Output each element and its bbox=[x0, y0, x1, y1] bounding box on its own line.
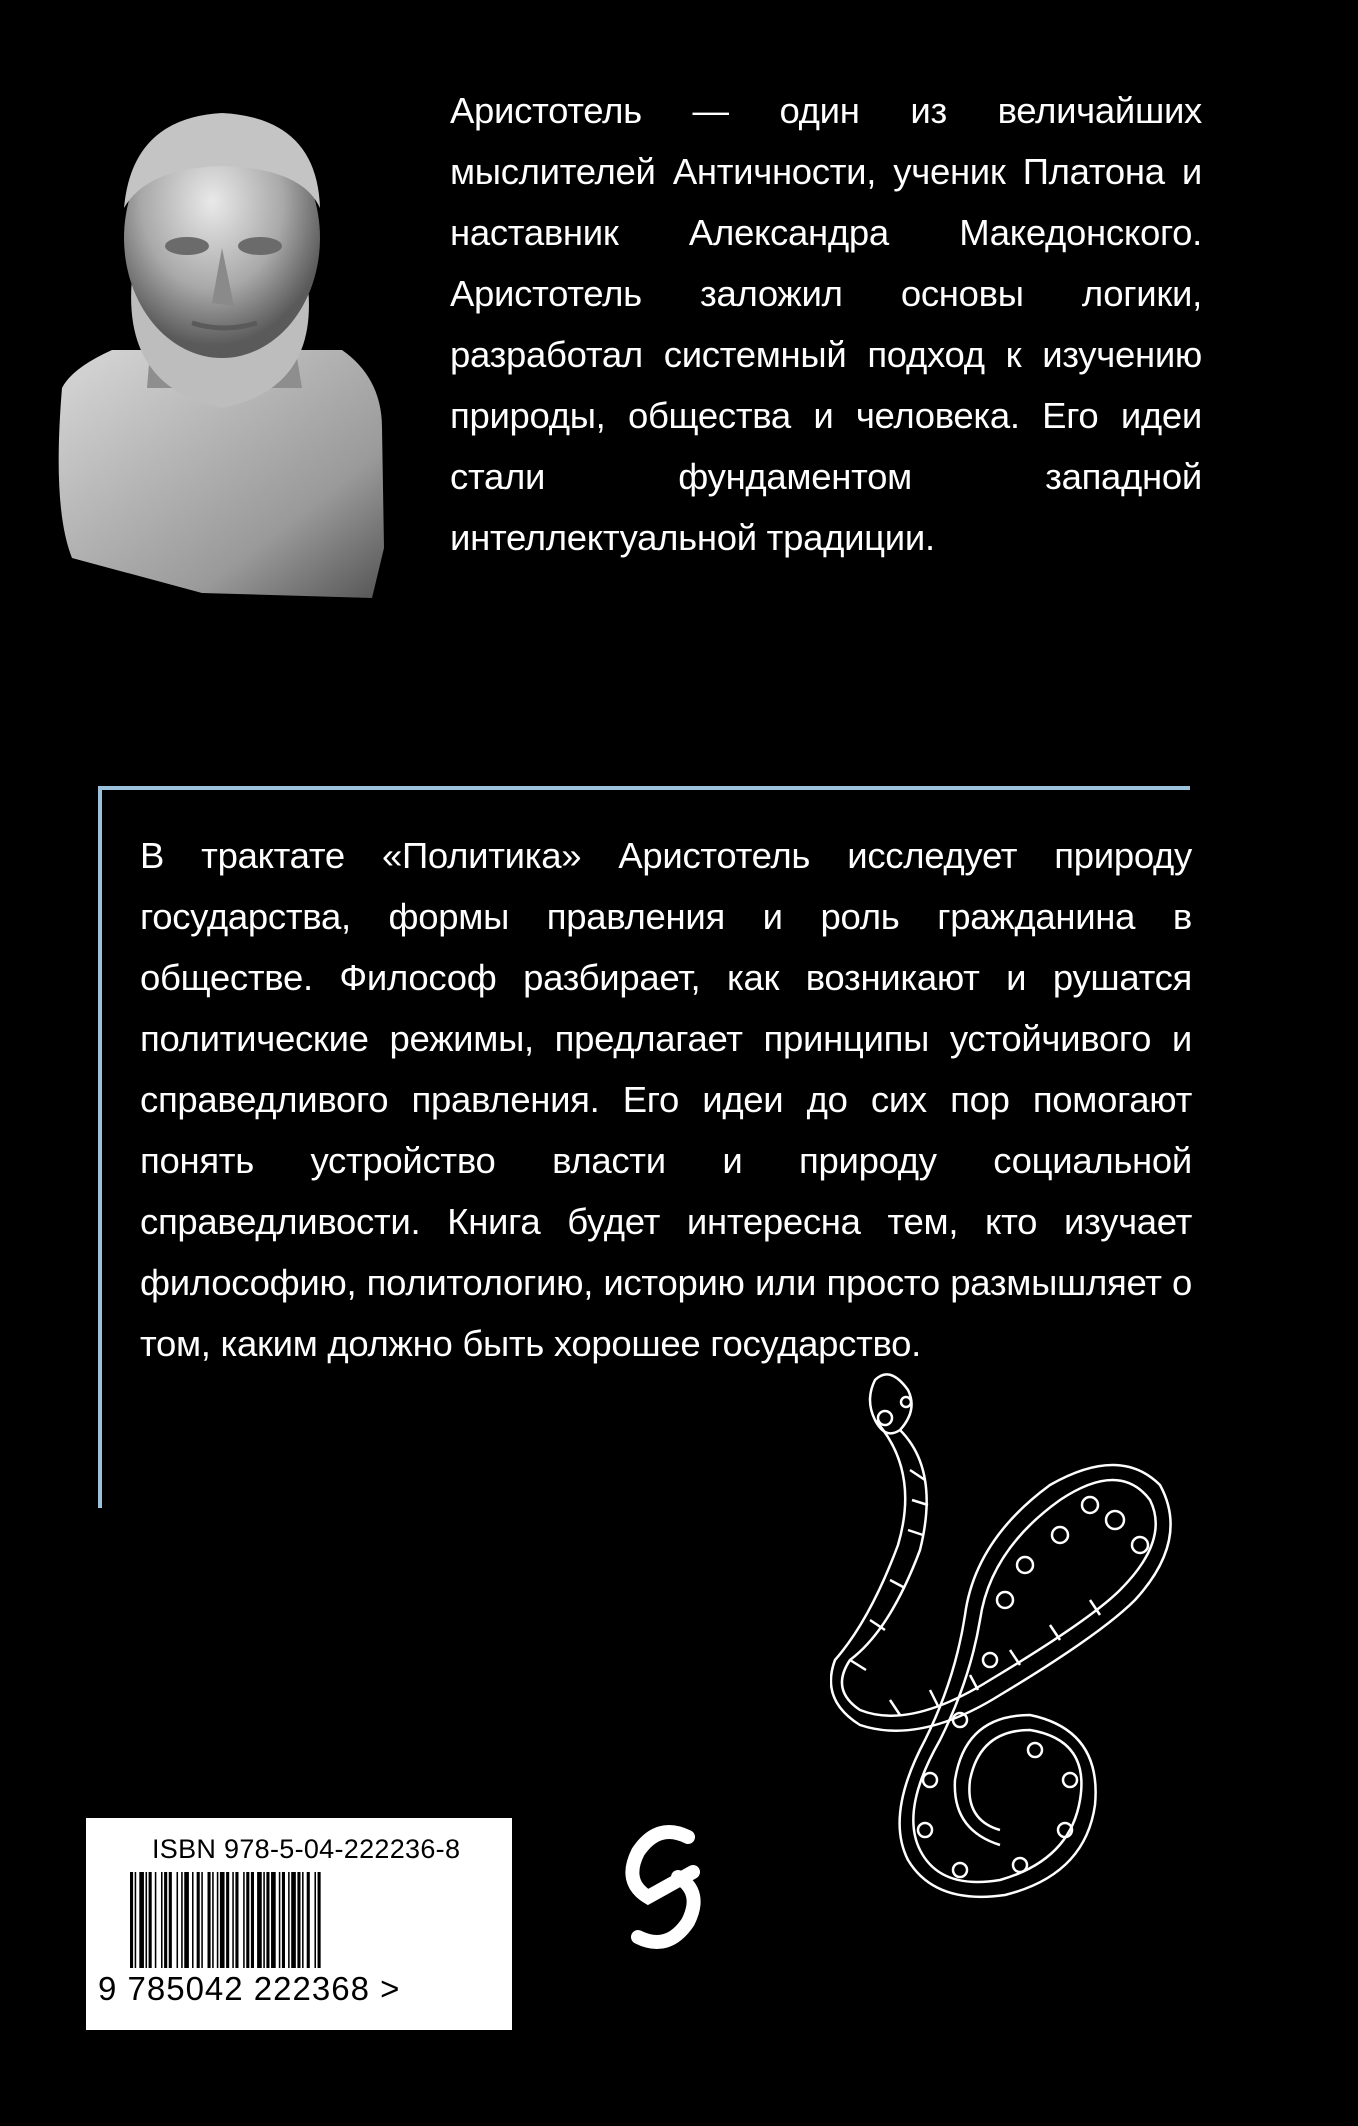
barcode-bar bbox=[266, 1872, 269, 1968]
barcode-bar bbox=[297, 1872, 300, 1968]
barcode-bar bbox=[291, 1872, 296, 1968]
barcode-bar bbox=[314, 1872, 316, 1968]
snake-illustration bbox=[830, 1360, 1200, 1930]
barcode-bar bbox=[146, 1872, 148, 1968]
barcode-bar bbox=[271, 1872, 276, 1968]
book-description: В трактате «Политика» Аристотель исследует природу государства, формы правления и роль гражданина в обществе. Философ разбирает, как возникают и рушатся политические режимы, предлагает принципы устойчивого и справедливого правления. Его идеи до сих пор помогают понять устройство власти и природу социальной справедливости. Книга будет интересна тем, кто изучает философию, политологию, историю или просто размышляет о том, каким должно быть хорошее государство. bbox=[140, 835, 1192, 1364]
barcode-bar bbox=[226, 1872, 229, 1968]
barcode-bar bbox=[235, 1872, 238, 1968]
barcode-bar bbox=[282, 1872, 285, 1968]
barcode-bar bbox=[192, 1872, 194, 1968]
barcode-bar bbox=[135, 1872, 137, 1968]
barcode-bar bbox=[279, 1872, 281, 1968]
barcode-bar bbox=[263, 1872, 265, 1968]
barcode-bar bbox=[155, 1872, 157, 1968]
barcode-bar bbox=[197, 1872, 200, 1968]
aristotle-bust-image bbox=[52, 88, 397, 608]
barcode-bar bbox=[220, 1872, 225, 1968]
barcode-bar bbox=[161, 1872, 163, 1968]
barcode-bar bbox=[130, 1872, 133, 1968]
barcode-bar bbox=[149, 1872, 152, 1968]
barcode-bar bbox=[208, 1872, 211, 1968]
barcode-bar bbox=[251, 1872, 254, 1968]
barcode-bar bbox=[257, 1872, 262, 1968]
barcode-digits: 9 785042 222368 > bbox=[98, 1970, 401, 2007]
barcode-bar bbox=[288, 1872, 290, 1968]
barcode-bar bbox=[177, 1872, 179, 1968]
barcode-bar bbox=[201, 1872, 203, 1968]
barcode-bar bbox=[246, 1872, 249, 1968]
barcode-bar bbox=[169, 1872, 172, 1968]
isbn-label: ISBN 978-5-04-222236-8 bbox=[152, 1834, 461, 1864]
barcode-bar bbox=[243, 1872, 245, 1968]
barcode-bar bbox=[232, 1872, 234, 1968]
frame-left-line bbox=[98, 786, 102, 1508]
author-description: Аристотель — один из величайших мыслителей Античности, ученик Платона и наставник Александра Македонского. Аристотель заложил основы логики, разработал системный подход к изучению природы, общества и человека. Его идеи стали фундаментом западной интеллектуальной традиции. bbox=[450, 90, 1202, 558]
publisher-logo-icon bbox=[618, 1812, 708, 1962]
barcode-bar bbox=[184, 1872, 189, 1968]
barcode-bar bbox=[164, 1872, 167, 1968]
frame-top-line bbox=[98, 786, 1190, 790]
barcode-bar bbox=[212, 1872, 214, 1968]
barcode-bar bbox=[181, 1872, 183, 1968]
barcode-bar bbox=[307, 1872, 310, 1968]
barcode-bar bbox=[302, 1872, 304, 1968]
barcode-bar bbox=[139, 1872, 144, 1968]
barcode-bar bbox=[217, 1872, 219, 1968]
barcode-bar bbox=[318, 1872, 321, 1968]
isbn-barcode bbox=[86, 1818, 512, 2030]
